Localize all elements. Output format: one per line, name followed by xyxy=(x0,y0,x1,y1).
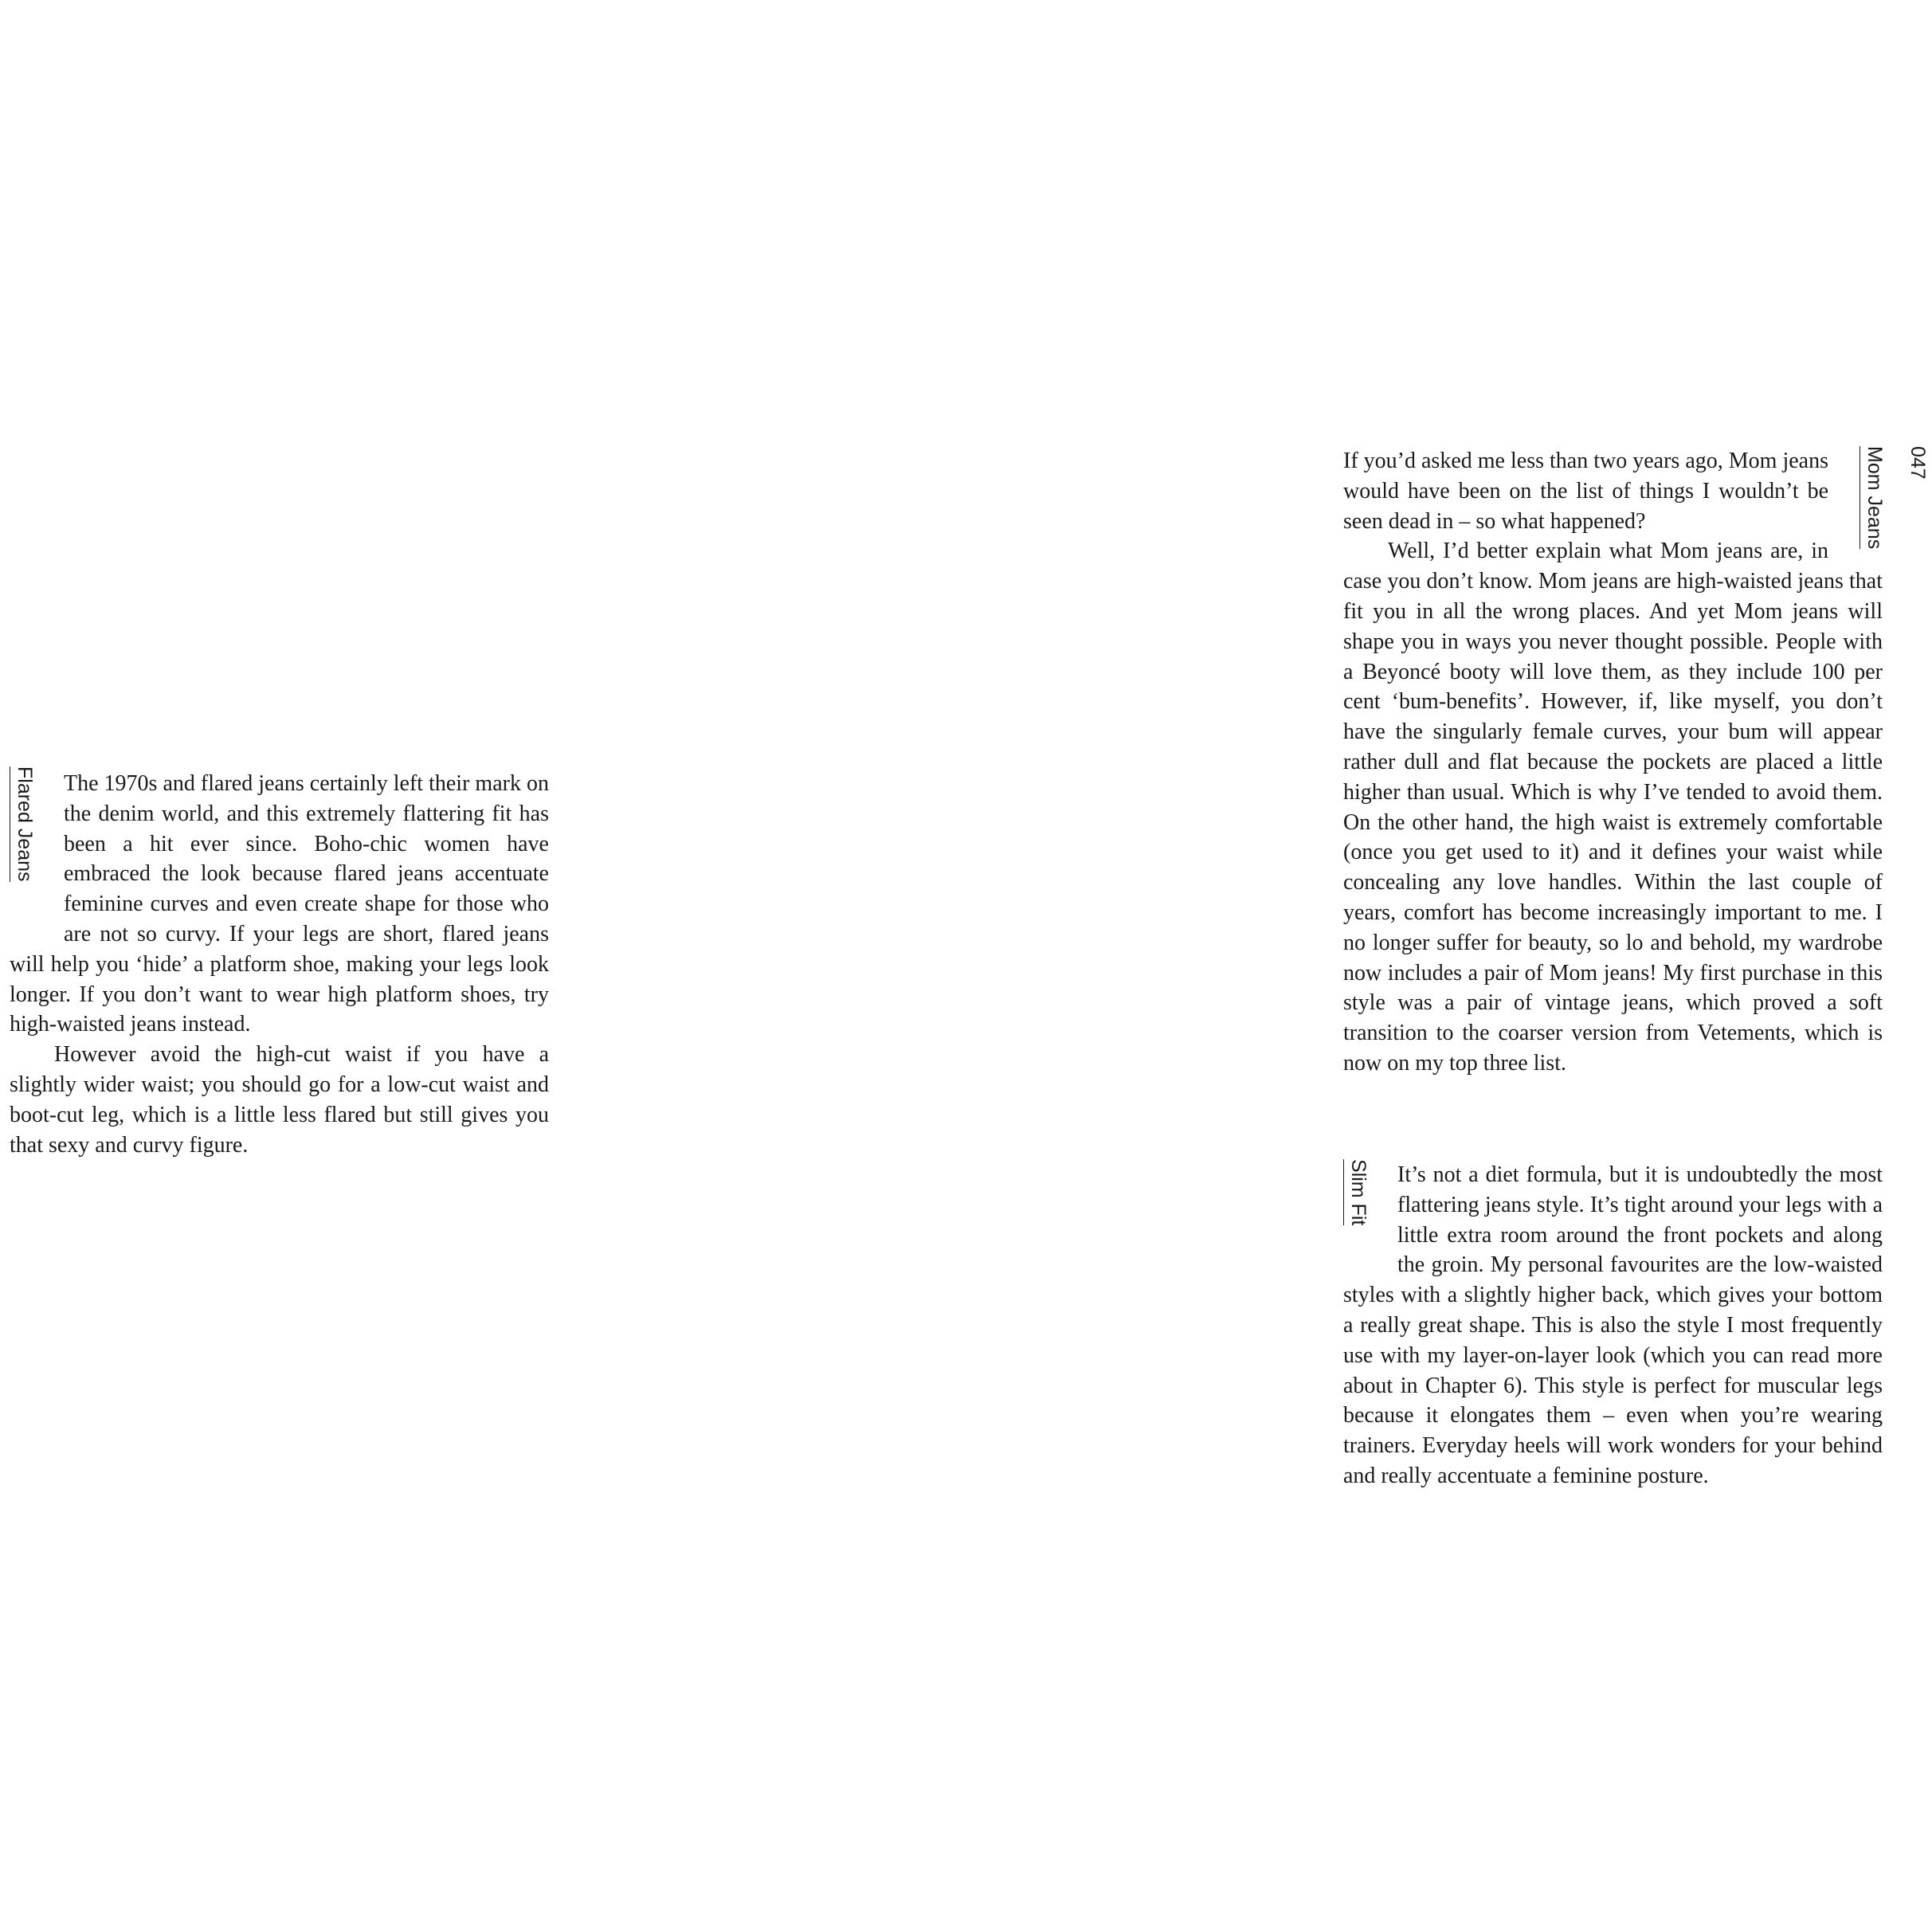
flared-jeans-text xyxy=(10,769,549,1160)
section-label-mom-jeans: Mom Jeans xyxy=(1860,446,1886,549)
mom-jeans-paragraph-2: Well, I’d better explain what Mom jeans are, in case you don’t know. Mom jeans are high-waisted jeans that fit you in all the wrong places. And yet Mom jeans will shape you in ways you never thought possible. People with a Beyoncé booty will love them, as they include 100 per cent ‘bum-benefits’. However, if, like myself, you don’t have the singularly female curves, your bum will appear rather dull and flat because the pockets are placed a little higher than usual. Which is why I’ve tended to avoid them. On the other hand, the high waist is extremely comfortable (once you get used to it) and it defines your waist while concealing any love handles. Within the last couple of years, comfort has become increasingly important to me. I no longer suffer for beauty, so lo and behold, my wardrobe now includes a pair of Mom jeans! My first purchase in this style was a pair of vintage jeans, which proved a soft transition to the coarser version from Vetements, which is now on my top three list. xyxy=(1343,539,1883,1076)
mom-jeans-text xyxy=(1343,446,1883,1079)
mom-jeans-paragraph-1: If you’d asked me less than two years ago, Mom jeans would have been on the list of things I wouldn’t be seen dead in – so what happened? xyxy=(1343,449,1828,534)
slim-fit-paragraph-1: It’s not a diet formula, but it is undoubtedly the most flattering jeans style. It’s tight around your legs with a little extra room around the front pockets and along the groin. My personal favourites are the low-waisted styles with a slightly higher back, which gives your bottom a really great shape. This is also the style I most frequently use with my layer-on-layer look (which you can read more about in Chapter 6). This style is perfect for muscular legs because it elongates them – even when you’re wearing trainers. Everyday heels will work wonders for your behind and really accentuate a feminine posture. xyxy=(1343,1162,1883,1488)
page-number: 047 xyxy=(1907,446,1929,480)
section-label-flared-jeans: Flared Jeans xyxy=(10,766,36,882)
flared-jeans-paragraph-1: The 1970s and flared jeans certainly left their mark on the denim world, and this extremely flattering fit has been a hit ever since. Boho-chic women have embraced the look because flared jeans accentuate feminine curves and even create shape for those who are not so curvy. If your legs are short, flared jeans will help you ‘hide’ a platform shoe, making your legs look longer. If you don’t want to wear high platform shoes, try high-waisted jeans instead. xyxy=(10,771,549,1037)
flared-jeans-paragraph-2: However avoid the high-cut waist if you have a slightly wider waist; you should go for a low-cut waist and boot-cut leg, which is a little less flared but still gives you that sexy and curvy figure. xyxy=(10,1042,549,1158)
section-label-slim-fit: Slim Fit xyxy=(1343,1159,1370,1225)
slim-fit-text xyxy=(1343,1160,1883,1491)
